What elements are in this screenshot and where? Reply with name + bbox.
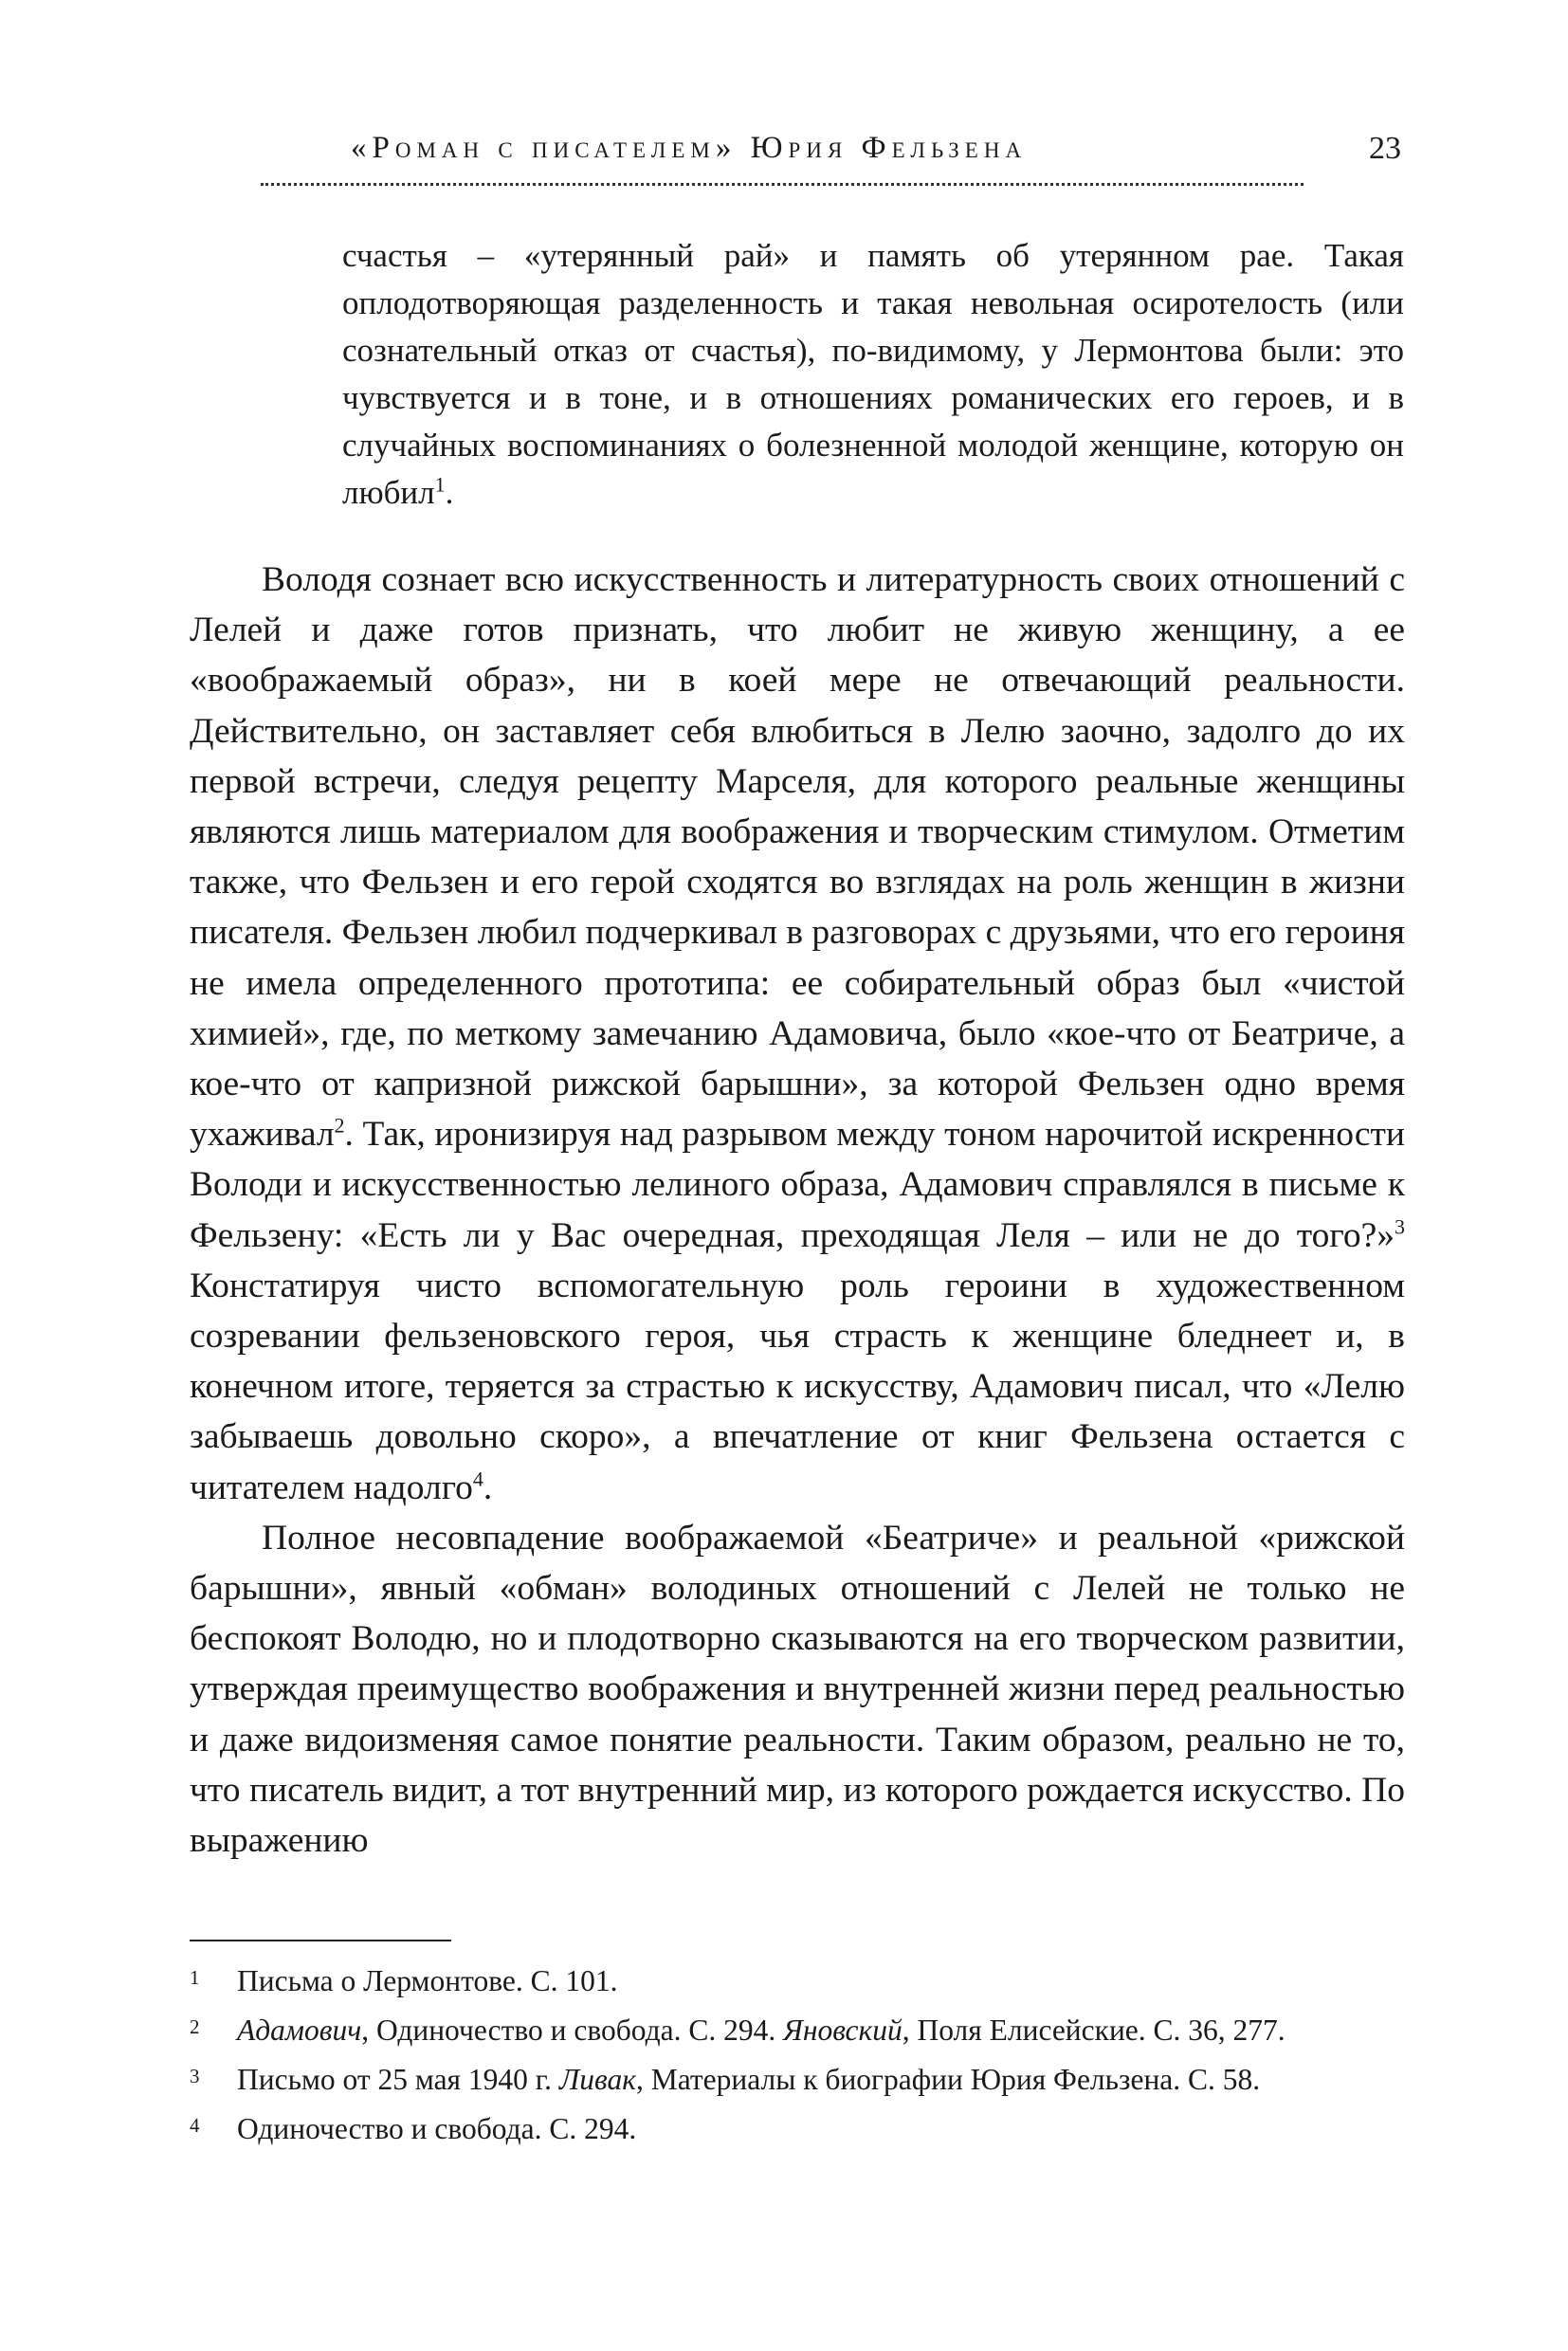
paragraph-1-part-4: .	[483, 1467, 493, 1507]
footnote-text-part: , Одиночество и свобода. С. 294.	[361, 2014, 784, 2047]
footnote-number: 1	[190, 1966, 200, 1989]
paragraph-2	[190, 1513, 1405, 1866]
footnote-ref-4: 4	[472, 1467, 483, 1491]
footnote-text: Письма о Лермонтове. С. 101.	[237, 1964, 618, 1997]
footnote-number: 2	[190, 2015, 200, 2038]
footnote-text: Одиночество и свобода. С. 294.	[237, 2112, 637, 2145]
paragraph-1-part-2: . Так, иронизируя над разрывом между тоном нарочитой искренности Володи и искусственностью лелиного образа, Адамович справлялся в письме к Фельзену: «Есть ли у Вас очередная, преходящая Леля – или не до того?»	[190, 1115, 1405, 1255]
footnote-author: Ливак	[558, 2063, 636, 2096]
footnote-ref-3: 3	[1395, 1214, 1405, 1239]
running-header	[351, 131, 1401, 173]
footnote-author: Адамович	[237, 2014, 362, 2047]
footnote-number: 4	[190, 2114, 200, 2137]
block-quote	[342, 232, 1404, 517]
running-title: «Роман с писателем» Юрия Фельзена	[351, 131, 1028, 165]
footnotes	[190, 1960, 1405, 2158]
footnote-text	[237, 2063, 1260, 2096]
paragraph-1-part-3: Констатируя чисто вспомогательную роль героини в художественном созревании фельзеновского героя, чья страсть к женщине бледнеет и, в конечном итоге, теряется за страстью к искусству, Адамович писал, что «Лелю забываешь довольно скоро», а впечатление от книг Фельзена остается с читателем надолго	[190, 1266, 1405, 1507]
footnote-author: Яновский	[783, 2014, 903, 2047]
block-quote-end: .	[445, 474, 454, 511]
footnote-text-part: , Материалы к биографии Юрия Фельзена. С. 58.	[635, 2063, 1261, 2096]
footnote-number: 3	[190, 2065, 200, 2087]
footnote-3	[190, 2059, 1405, 2101]
footnote-ref-1: 1	[434, 472, 446, 497]
page-number: 23	[1369, 131, 1401, 166]
header-dotted-rule	[261, 183, 1304, 186]
footnote-text	[237, 2014, 1285, 2047]
footnote-text-part: , Поля Елисейские. С. 36, 277.	[902, 2014, 1285, 2047]
footnote-2	[190, 2010, 1405, 2051]
footnote-4	[190, 2108, 1405, 2150]
paragraph-2-text: Полное несовпадение воображаемой «Беатриче» и реальной «рижской барышни», явный «обман» володиных отношений с Лелей не только не беспокоят Володю, но и плодотворно сказываются на его творческом развитии, утверждая преимущество воображения и внутренней жизни перед реальностью и даже видоизменяя самое понятие реальности. Таким образом, реально не то, что писатель видит, а тот внутренний мир, из которого рождается искусство. По выражению	[190, 1518, 1405, 1861]
footnote-text-part: Письмо от 25 мая 1940 г.	[237, 2063, 559, 2096]
paragraph-1	[190, 555, 1405, 1513]
block-quote-text: счастья – «утерянный рай» и память об утерянном рае. Такая оплодотворяющая разделенность и такая невольная осиротелость (или сознательный отказ от счастья), по-видимому, у Лермонтова были: это чувствуется и в тоне, и в отношениях романических его героев, и в случайных воспоминаниях о болезненной молодой женщине, которую он любил	[342, 237, 1404, 511]
paragraph-1-part-1: Володя сознает всю искусственность и литературность своих отношений с Лелей и даже готов признать, что любит не живую женщину, а ее «воображаемый образ», ни в коей мере не отвечающий реальности. Действительно, он заставляет себя влюбиться в Лелю заочно, задолго до их первой встречи, следуя рецепту Марселя, для которого реальные женщины являются лишь материалом для воображения и творческим стимулом. Отметим также, что Фельзен и его герой сходятся во взглядах на роль женщин в жизни писателя. Фельзен любил подчеркивал в разговорах с друзьями, что его героиня не имела определенного прототипа: ее собирательный образ был «чистой химией», где, по меткому замечанию Адамовича, было «кое-что от Беатриче, а кое-что от капризной рижской барышни», за которой Фельзен одно время ухаживал	[190, 560, 1405, 1155]
footnote-ref-2: 2	[334, 1113, 345, 1138]
block-quote-paragraph	[342, 232, 1404, 517]
footnote-1	[190, 1960, 1405, 2002]
footnote-separator	[190, 1940, 451, 1941]
main-text	[190, 555, 1405, 1866]
